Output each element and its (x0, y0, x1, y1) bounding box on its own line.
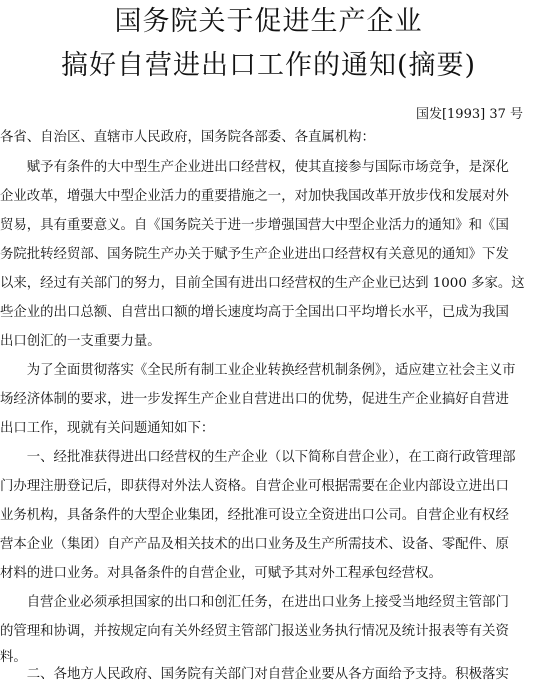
body-line: 二、各地方人民政府、国务院有关部门对自营企业要从各方面给予支持。积极落实 (0, 667, 509, 682)
body-line: 营本企业（集团）自产产品及相关技术的出口业务及生产所需技术、设备、零配件、原 (0, 537, 509, 552)
body-line: 以来，经过有关部门的努力，目前全国有进出口经营权的生产企业已达到 1000 多家。这 (0, 276, 525, 291)
body-line: 出口创汇的一支重要力量。 (0, 334, 161, 349)
body-line: 场经济体制的要求，进一步发挥生产企业自营进出口的优势，促进生产企业搞好自营进 (0, 392, 509, 407)
body-line: 贸易，具有重要意义。自《国务院关于进一步增强国营大中型企业活力的通知》和《国 (0, 218, 509, 233)
body-line: 些企业的出口总额、自营出口额的增长速度均高于全国出口平均增长水平，已成为我国 (0, 305, 509, 320)
body-line: 材料的进口业务。对具备条件的自营企业，可赋予其对外工程承包经营权。 (0, 566, 442, 581)
body-line: 业务机构，具备条件的大型企业集团，经批准可设立全资进出口公司。自营企业有权经 (0, 508, 509, 523)
body-line: 出口工作，现就有关问题通知如下： (0, 421, 215, 436)
document-number: 国发[1993] 37 号 (415, 107, 523, 122)
body-line: 自营企业必须承担国家的出口和创汇任务，在进出口业务上接受当地经贸主管部门 (0, 595, 509, 610)
body-line: 门办理注册登记后，即获得对外法人资格。自营企业可根据需要在企业内部设立进出口 (0, 479, 509, 494)
body-line: 的管理和协调，并按规定向有关外经贸主管部门报送业务执行情况及统计报表等有关资 (0, 624, 509, 639)
body-line: 务院批转经贸部、国务院生产办关于赋予生产企业进出口经营权有关意见的通知》下发 (0, 247, 509, 262)
document-title-line-1: 国务院关于促进生产企业 (114, 6, 423, 37)
body-line: 企业改革，增强大中型企业活力的重要措施之一，对加快我国改革开放步伐和发展对外 (0, 189, 509, 204)
body-line: 一、经批准获得进出口经营权的生产企业（以下简称自营企业），在工商行政管理部 (0, 450, 516, 465)
body-line: 赋予有条件的大中型生产企业进出口经营权，使其直接参与国际市场竞争，是深化 (0, 160, 509, 175)
body-line: 为了全面贯彻落实《全民所有制工业企业转换经营机制条例》，适应建立社会主义市 (0, 363, 516, 378)
body-line: 各省、自治区、直辖市人民政府，国务院各部委、各直属机构： (0, 130, 375, 145)
body-line: 料。 (0, 650, 27, 665)
document-title-line-2: 搞好自营进出口工作的通知(摘要) (60, 50, 477, 81)
